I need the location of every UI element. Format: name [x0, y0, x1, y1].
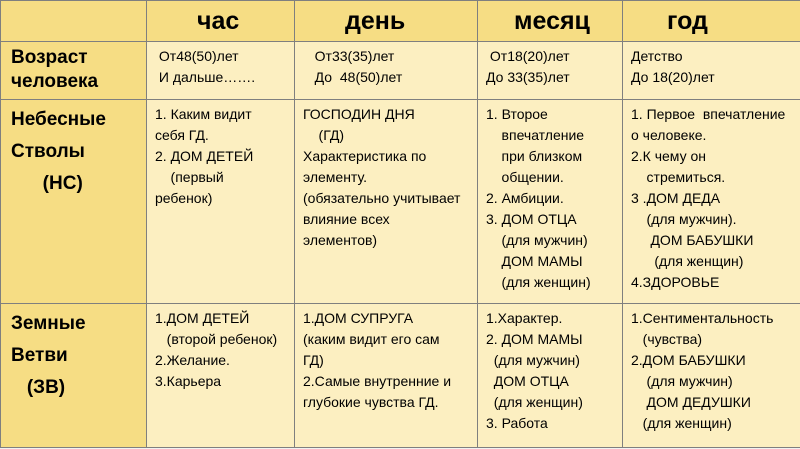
stems-hour-cell: 1. Каким видит себя ГД. 2. ДОМ ДЕТЕЙ (первый ребенок): [147, 100, 295, 304]
earthly-branches-row: [1, 304, 800, 448]
age-year-cell: Детство До 18(20)лет: [623, 42, 800, 100]
age-hour-cell: От48(50)лет И дальше…….: [147, 42, 295, 100]
age-month-cell: От18(20)лет До 33(35)лет: [478, 42, 623, 100]
branches-day-cell: 1.ДОМ СУПРУГА (каким видит его сам ГД) 2.Самые внутренние и глубокие чувства ГД.: [295, 304, 478, 448]
header-year: год: [623, 1, 800, 42]
header-row: [1, 1, 800, 42]
header-corner-cell: [1, 1, 147, 42]
branches-hour-cell: 1.ДОМ ДЕТЕЙ (второй ребенок) 2.Желание. 3.Карьера: [147, 304, 295, 448]
heavenly-stems-row: [1, 100, 800, 304]
stems-day-cell: ГОСПОДИН ДНЯ (ГД) Характеристика по элементу. (обязательно учитывает влияние всех элементов): [295, 100, 478, 304]
branches-year-cell: 1.Сентиментальность (чувства) 2.ДОМ БАБУШКИ (для мужчин) ДОМ ДЕДУШКИ (для женщин): [623, 304, 800, 448]
branches-month-cell: 1.Характер. 2. ДОМ МАМЫ (для мужчин) ДОМ ОТЦА (для женщин) 3. Работа: [478, 304, 623, 448]
header-month: месяц: [478, 1, 623, 42]
row-label-earthly-branches: Земные Ветви (ЗВ): [1, 304, 147, 448]
age-day-cell: От33(35)лет До 48(50)лет: [295, 42, 478, 100]
age-row: [1, 42, 800, 100]
row-label-age: Возраст человека: [1, 42, 147, 100]
stems-month-cell: 1. Второе впечатление при близком общении. 2. Амбиции. 3. ДОМ ОТЦА (для мужчин) ДОМ МАМЫ (для женщин): [478, 100, 623, 304]
header-hour: час: [147, 1, 295, 42]
row-label-heavenly-stems: Небесные Стволы (НС): [1, 100, 147, 304]
header-day: день: [295, 1, 478, 42]
stems-year-cell: 1. Первое впечатление о человеке. 2.К чему он стремиться. 3 .ДОМ ДЕДА (для мужчин). ДОМ БАБУШКИ (для женщин) 4.ЗДОРОВЬЕ: [623, 100, 800, 304]
